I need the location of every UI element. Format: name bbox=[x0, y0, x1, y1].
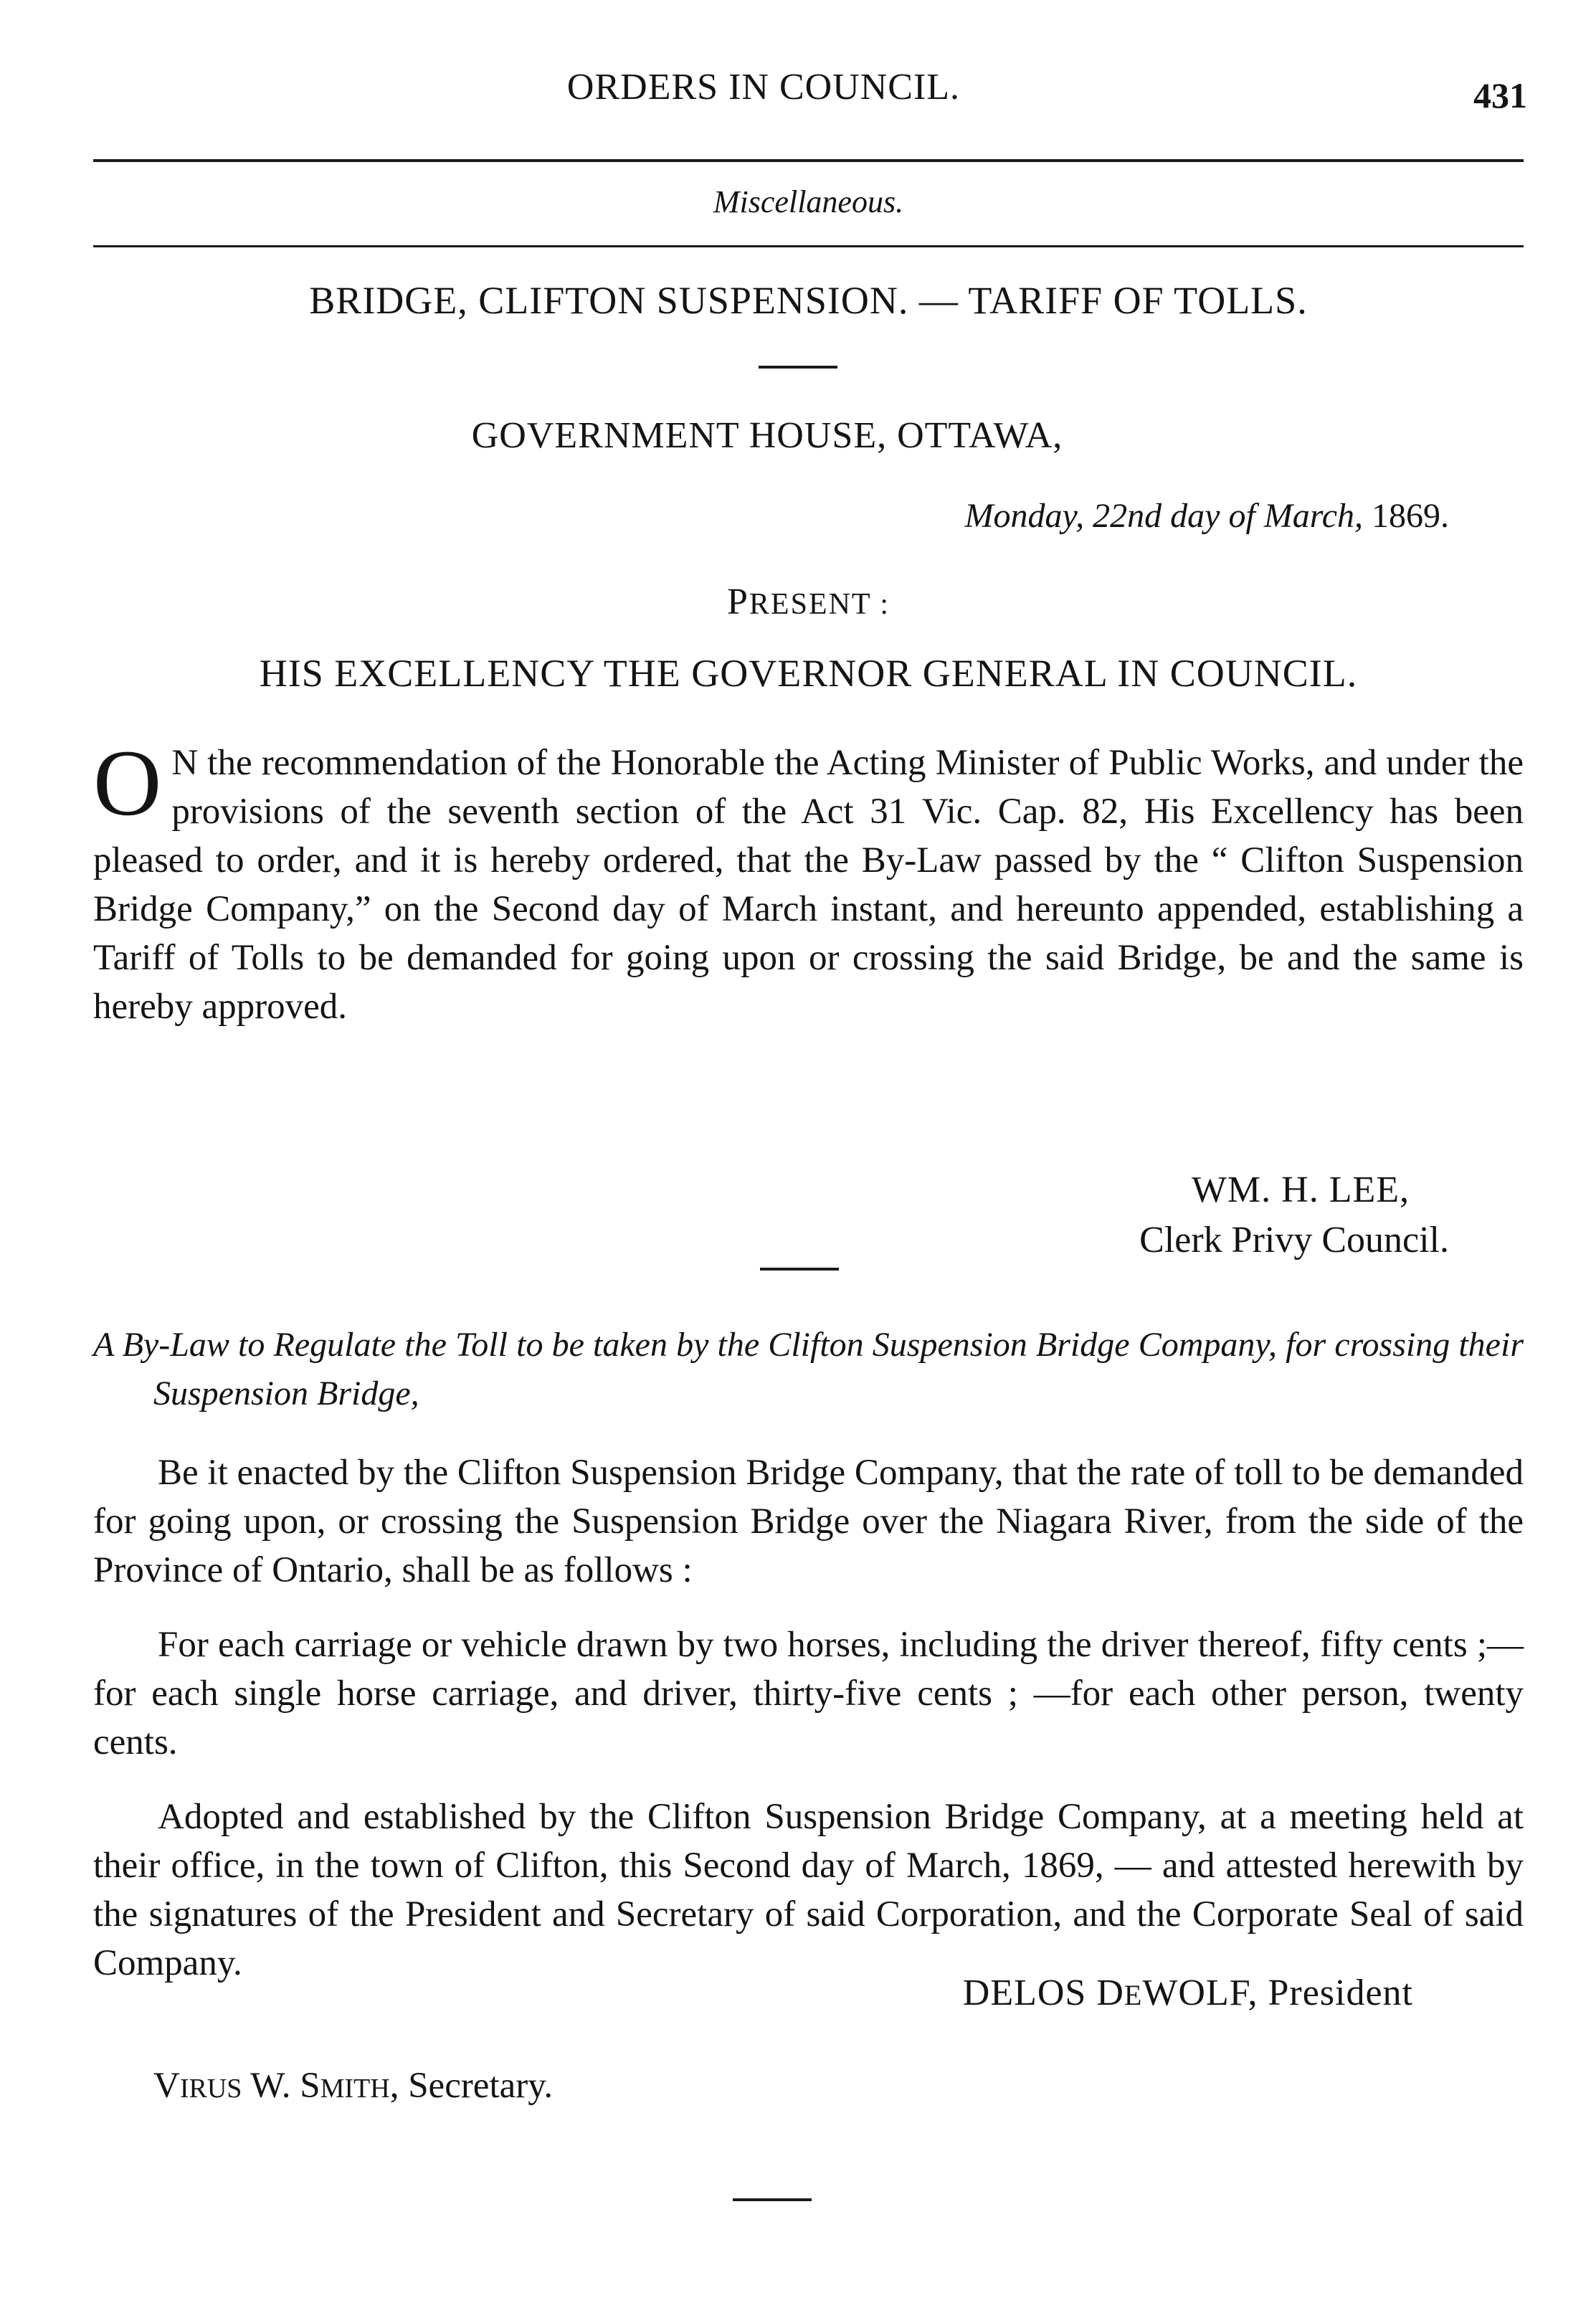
present-rest: RESENT : bbox=[749, 588, 890, 621]
drop-cap: O bbox=[93, 730, 162, 835]
secretary-sc-1: IRUS bbox=[179, 2074, 242, 2104]
order-end-divider bbox=[760, 1268, 839, 1271]
header-rule-top bbox=[93, 159, 1524, 162]
signatory-name: WM. H. LEE, bbox=[1191, 1169, 1410, 1210]
bylaw-enactment: Be it enacted by the Clifton Suspension Bridge Company, that the rate of toll to be demanded for going upon, or crossing the Suspension Bridge over the Niagara River, from the side of the Province of Ontario, shall be as follows : bbox=[93, 1453, 1524, 1590]
president-name-c: WOLF, President bbox=[1142, 1972, 1413, 2013]
present-heading bbox=[93, 581, 1524, 623]
order-date bbox=[965, 496, 1449, 536]
order-body bbox=[93, 730, 1524, 1031]
page-end-divider bbox=[733, 2198, 812, 2201]
council-heading: HIS EXCELLENCY THE GOVERNOR GENERAL IN COUNCIL. bbox=[259, 652, 1358, 695]
order-title: BRIDGE, CLIFTON SUSPENSION. — TARIFF OF TOLLS. bbox=[309, 279, 1308, 322]
page-number: 431 bbox=[1473, 75, 1527, 115]
secretary-post: , Secretary. bbox=[389, 2066, 554, 2106]
president-name-b: E bbox=[1124, 1979, 1143, 2011]
bylaw-title: A By-Law to Regulate the Toll to be taken by the Clifton Suspension Bridge Company, for crossing their Suspension Bridge, bbox=[93, 1326, 1524, 1412]
order-place: GOVERNMENT HOUSE, OTTAWA, bbox=[471, 415, 1063, 456]
bylaw-tolls: For each carriage or vehicle drawn by two horses, including the driver thereof, fifty cents ;—for each single horse carriage, and driver, thirty-five cents ; —for each other person, twenty cents. bbox=[93, 1625, 1524, 1762]
secretary-sc-2: MITH bbox=[320, 2074, 390, 2104]
order-date-year: 1869. bbox=[1372, 497, 1449, 535]
running-head: ORDERS IN COUNCIL. bbox=[566, 67, 961, 108]
bylaw-adoption: Adopted and established by the Clifton Suspension Bridge Company, at a meeting held at their office, in the town of Clifton, this Second day of March, 1869, — and attested herewith by the signatures of the President and Secretary of said Corporation, and the Corporate Seal of said Company. bbox=[93, 1797, 1524, 1983]
secretary-mid: W. S bbox=[242, 2066, 320, 2106]
section-label: Miscellaneous. bbox=[713, 184, 904, 219]
president-name-a: DELOS D bbox=[962, 1972, 1124, 2013]
present-cap: P bbox=[726, 581, 749, 622]
title-divider bbox=[759, 366, 837, 369]
order-date-text: Monday, 22nd day of March, bbox=[964, 497, 1363, 535]
signatory-title: Clerk Privy Council. bbox=[1139, 1220, 1449, 1260]
secretary-signature bbox=[153, 2065, 553, 2107]
secretary-cap-1: V bbox=[153, 2066, 180, 2106]
order-body-text: N the recommendation of the Honorable the Acting Minister of Public Works, and under the provisions of the seventh section of the Act 31 Vic. Cap. 82, His Excellency has been pleased to order, and it is hereby ordered, that the By-Law passed by the “ Clifton Suspension Bridge Company,” on the Second day of March instant, and hereunto appended, establishing a Tariff of Tolls to be demanded for going upon or crossing the said Bridge, be and the same is hereby approved. bbox=[93, 743, 1524, 1027]
president-signature bbox=[963, 1972, 1413, 2014]
header-rule-bottom bbox=[93, 245, 1524, 247]
